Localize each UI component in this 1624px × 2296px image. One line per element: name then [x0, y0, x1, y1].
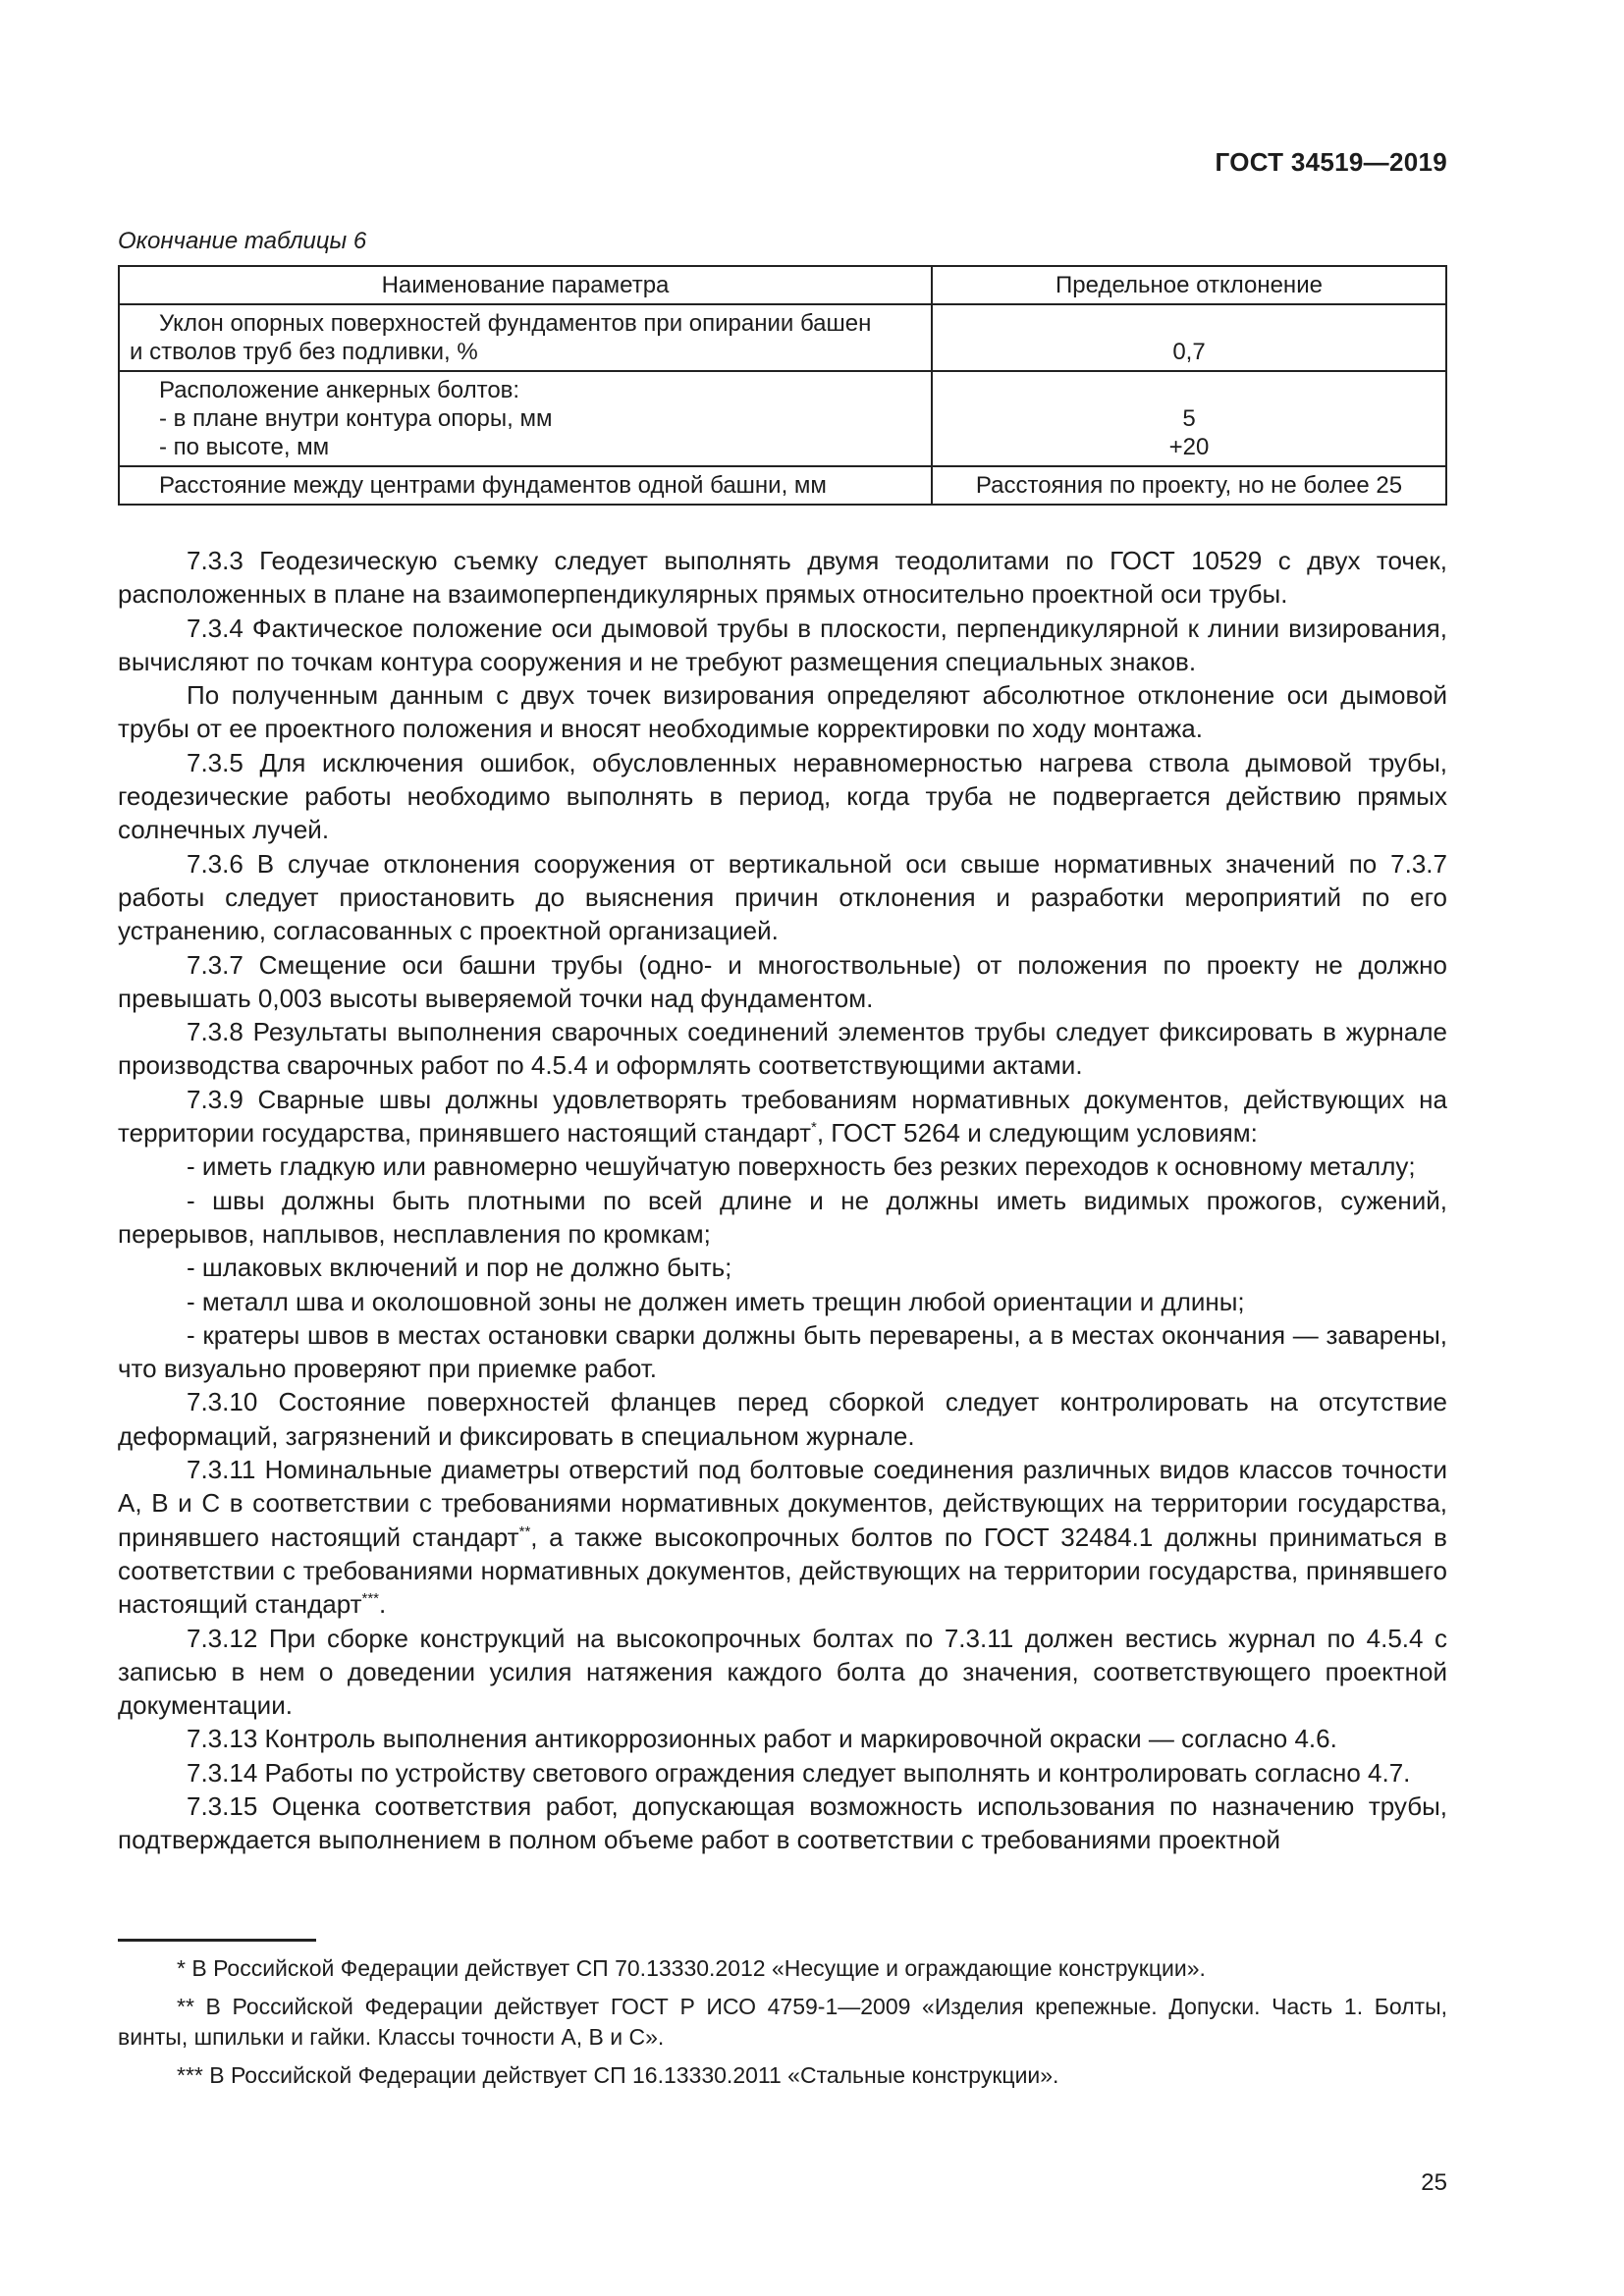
paragraph-text: .	[379, 1589, 387, 1620]
parameter-cell	[119, 371, 932, 466]
parameter-line: Расположение анкерных болтов:	[159, 377, 520, 403]
footnote: *** В Российской Федерации действует СП 16.13330.2011 «Стальные конструкции».	[177, 2062, 1059, 2088]
list-item: - швы должны быть плотными по всей длине и не должны иметь видимых прожогов, сужений, перерывов, наплывов, несплавления по кромкам;	[118, 1185, 1447, 1249]
footnote: ** В Российской Федерации действует ГОСТ Р ИСО 4759-1—2009 «Изделия крепежные. Допуски. Часть 1. Болты, винты, шпильки и гайки. Классы точности А, В и С».	[118, 1994, 1447, 2050]
footnote-ref[interactable]: *	[811, 1119, 817, 1137]
parameter-line: - в плане внутри контура опоры, мм	[159, 405, 553, 432]
footnote: * В Российской Федерации действует СП 70.13330.2012 «Несущие и ограждающие конструкции».	[177, 1955, 1206, 1981]
paragraph	[118, 1083, 1447, 1150]
list-item: - иметь гладкую или равномерно чешуйчатую поверхность без резких переходов к основному металлу;	[187, 1151, 1416, 1182]
parameter-line: и стволов труб без подливки, %	[130, 339, 478, 365]
footnote-divider	[118, 1939, 316, 1942]
parameter-line: Расстояние между центрами фундаментов одной башни, мм	[159, 472, 827, 499]
table-header-row	[119, 266, 1446, 304]
paragraph-text: , ГОСТ 5264 и следующим условиям:	[816, 1118, 1258, 1148]
list-item: - металл шва и околошовной зоны не должен иметь трещин любой ориентации и длины;	[187, 1286, 1245, 1316]
paragraph: 7.3.6 В случае отклонения сооружения от вертикальной оси свыше нормативных значений по 7.3.7 работы следует приостановить до выяснения причин отклонения и разработки мероприятий по его устранению, согласованных с проектной организацией.	[118, 848, 1447, 946]
footnote-ref[interactable]: ***	[361, 1590, 380, 1608]
parameter-cell	[119, 304, 932, 371]
table-row	[119, 466, 1446, 505]
table-row	[119, 371, 1446, 466]
paragraph-text: , а также высокопрочных болтов по ГОСТ 32484.1 должны приниматься в соответствии с требованиями нормативных документов, действующих на территории государства, принявшего настоящий стандарт	[118, 1522, 1447, 1620]
paragraph: 7.3.12 При сборке конструкций на высокопрочных болтах по 7.3.11 должен вестись журнал по 4.5.4 с записью в нем о доведении усилия натяжения каждого болта до значения, соответствующего проектной документации.	[118, 1623, 1447, 1721]
column-header-deviation: Предельное отклонение	[932, 266, 1446, 304]
standard-code: ГОСТ 34519—2019	[1215, 147, 1447, 177]
deviation-value: +20	[1168, 434, 1210, 460]
table-row	[119, 304, 1446, 371]
deviation-value: 0,7	[1172, 339, 1206, 365]
paragraph: 7.3.8 Результаты выполнения сварочных соединений элементов трубы следует фиксировать в журнале производства сварочных работ по 4.5.4 и оформлять соответствующими актами.	[118, 1017, 1447, 1081]
deviation-cell	[932, 466, 1446, 505]
page-number: 25	[1421, 2169, 1447, 2196]
paragraph: 7.3.14 Работы по устройству светового ограждения следует выполнять и контролировать согласно 4.7.	[187, 1757, 1411, 1788]
paragraph: 7.3.4 Фактическое положение оси дымовой трубы в плоскости, перпендикулярной к линии визирования, вычисляют по точкам контура сооружения и не требуют размещения специальных знаков.	[118, 613, 1447, 676]
paragraph: 7.3.13 Контроль выполнения антикоррозионных работ и маркировочной окраски — согласно 4.6.	[187, 1724, 1337, 1754]
paragraph: 7.3.15 Оценка соответствия работ, допускающая возможность использования по назначению трубы, подтверждается выполнением в полном объеме работ в соответствии с требованиями проектной	[118, 1790, 1447, 1855]
paragraph-text: 7.3.9 Сварные швы должны удовлетворять требованиям нормативных документов, действующих на территории государства, принявшего настоящий стандарт	[118, 1084, 1447, 1148]
list-item: - шлаковых включений и пор не должно быть;	[187, 1253, 732, 1283]
deviation-cell	[932, 371, 1446, 466]
footnotes	[118, 1953, 1447, 2099]
footnote-ref[interactable]: **	[518, 1522, 531, 1540]
paragraph: 7.3.10 Состояние поверхностей фланцев перед сборкой следует контролировать на отсутствие деформаций, загрязнений и фиксировать в специальном журнале.	[118, 1387, 1447, 1451]
paragraph-text: 7.3.11 Номинальные диаметры отверстий под болтовые соединения различных видов классов точности А, В и С в соответствии с требованиями нормативных документов, действующих на территории государства, принявшего настоящий стандарт	[118, 1455, 1447, 1552]
deviation-cell	[932, 304, 1446, 371]
body-text	[118, 544, 1447, 1857]
deviation-value: Расстояния по проекту, но не более 25	[975, 472, 1403, 499]
list-item: - кратеры швов в местах остановки сварки должны быть переварены, а в местах окончания — заварены, что визуально проверяют при приемке работ.	[118, 1319, 1447, 1384]
parameter-line: Уклон опорных поверхностей фундаментов при опирании башен	[159, 310, 872, 337]
paragraph	[118, 1453, 1447, 1621]
column-header-parameter: Наименование параметра	[119, 266, 932, 304]
tolerance-table	[118, 265, 1447, 506]
paragraph: По полученным данным с двух точек визирования определяют абсолютное отклонение оси дымовой трубы от ее проектного положения и вносят необходимые корректировки по ходу монтажа.	[118, 680, 1447, 744]
table-caption: Окончание таблицы 6	[118, 228, 367, 254]
paragraph: 7.3.3 Геодезическую съемку следует выполнять двумя теодолитами по ГОСТ 10529 с двух точек, расположенных в плане на взаимоперпендикулярных прямых относительно проектной оси трубы.	[118, 546, 1447, 610]
parameter-cell	[119, 466, 932, 505]
paragraph: 7.3.5 Для исключения ошибок, обусловленных неравномерностью нагрева ствола дымовой трубы, геодезические работы необходимо выполнять в период, когда труба не подвергается действию прямых солнечных лучей.	[118, 747, 1447, 845]
parameter-line: - по высоте, мм	[159, 434, 330, 460]
deviation-value: 5	[1182, 405, 1196, 432]
paragraph: 7.3.7 Смещение оси башни трубы (одно- и многоствольные) от положения по проекту не должно превышать 0,003 высоты выверяемой точки над фундаментом.	[118, 949, 1447, 1013]
